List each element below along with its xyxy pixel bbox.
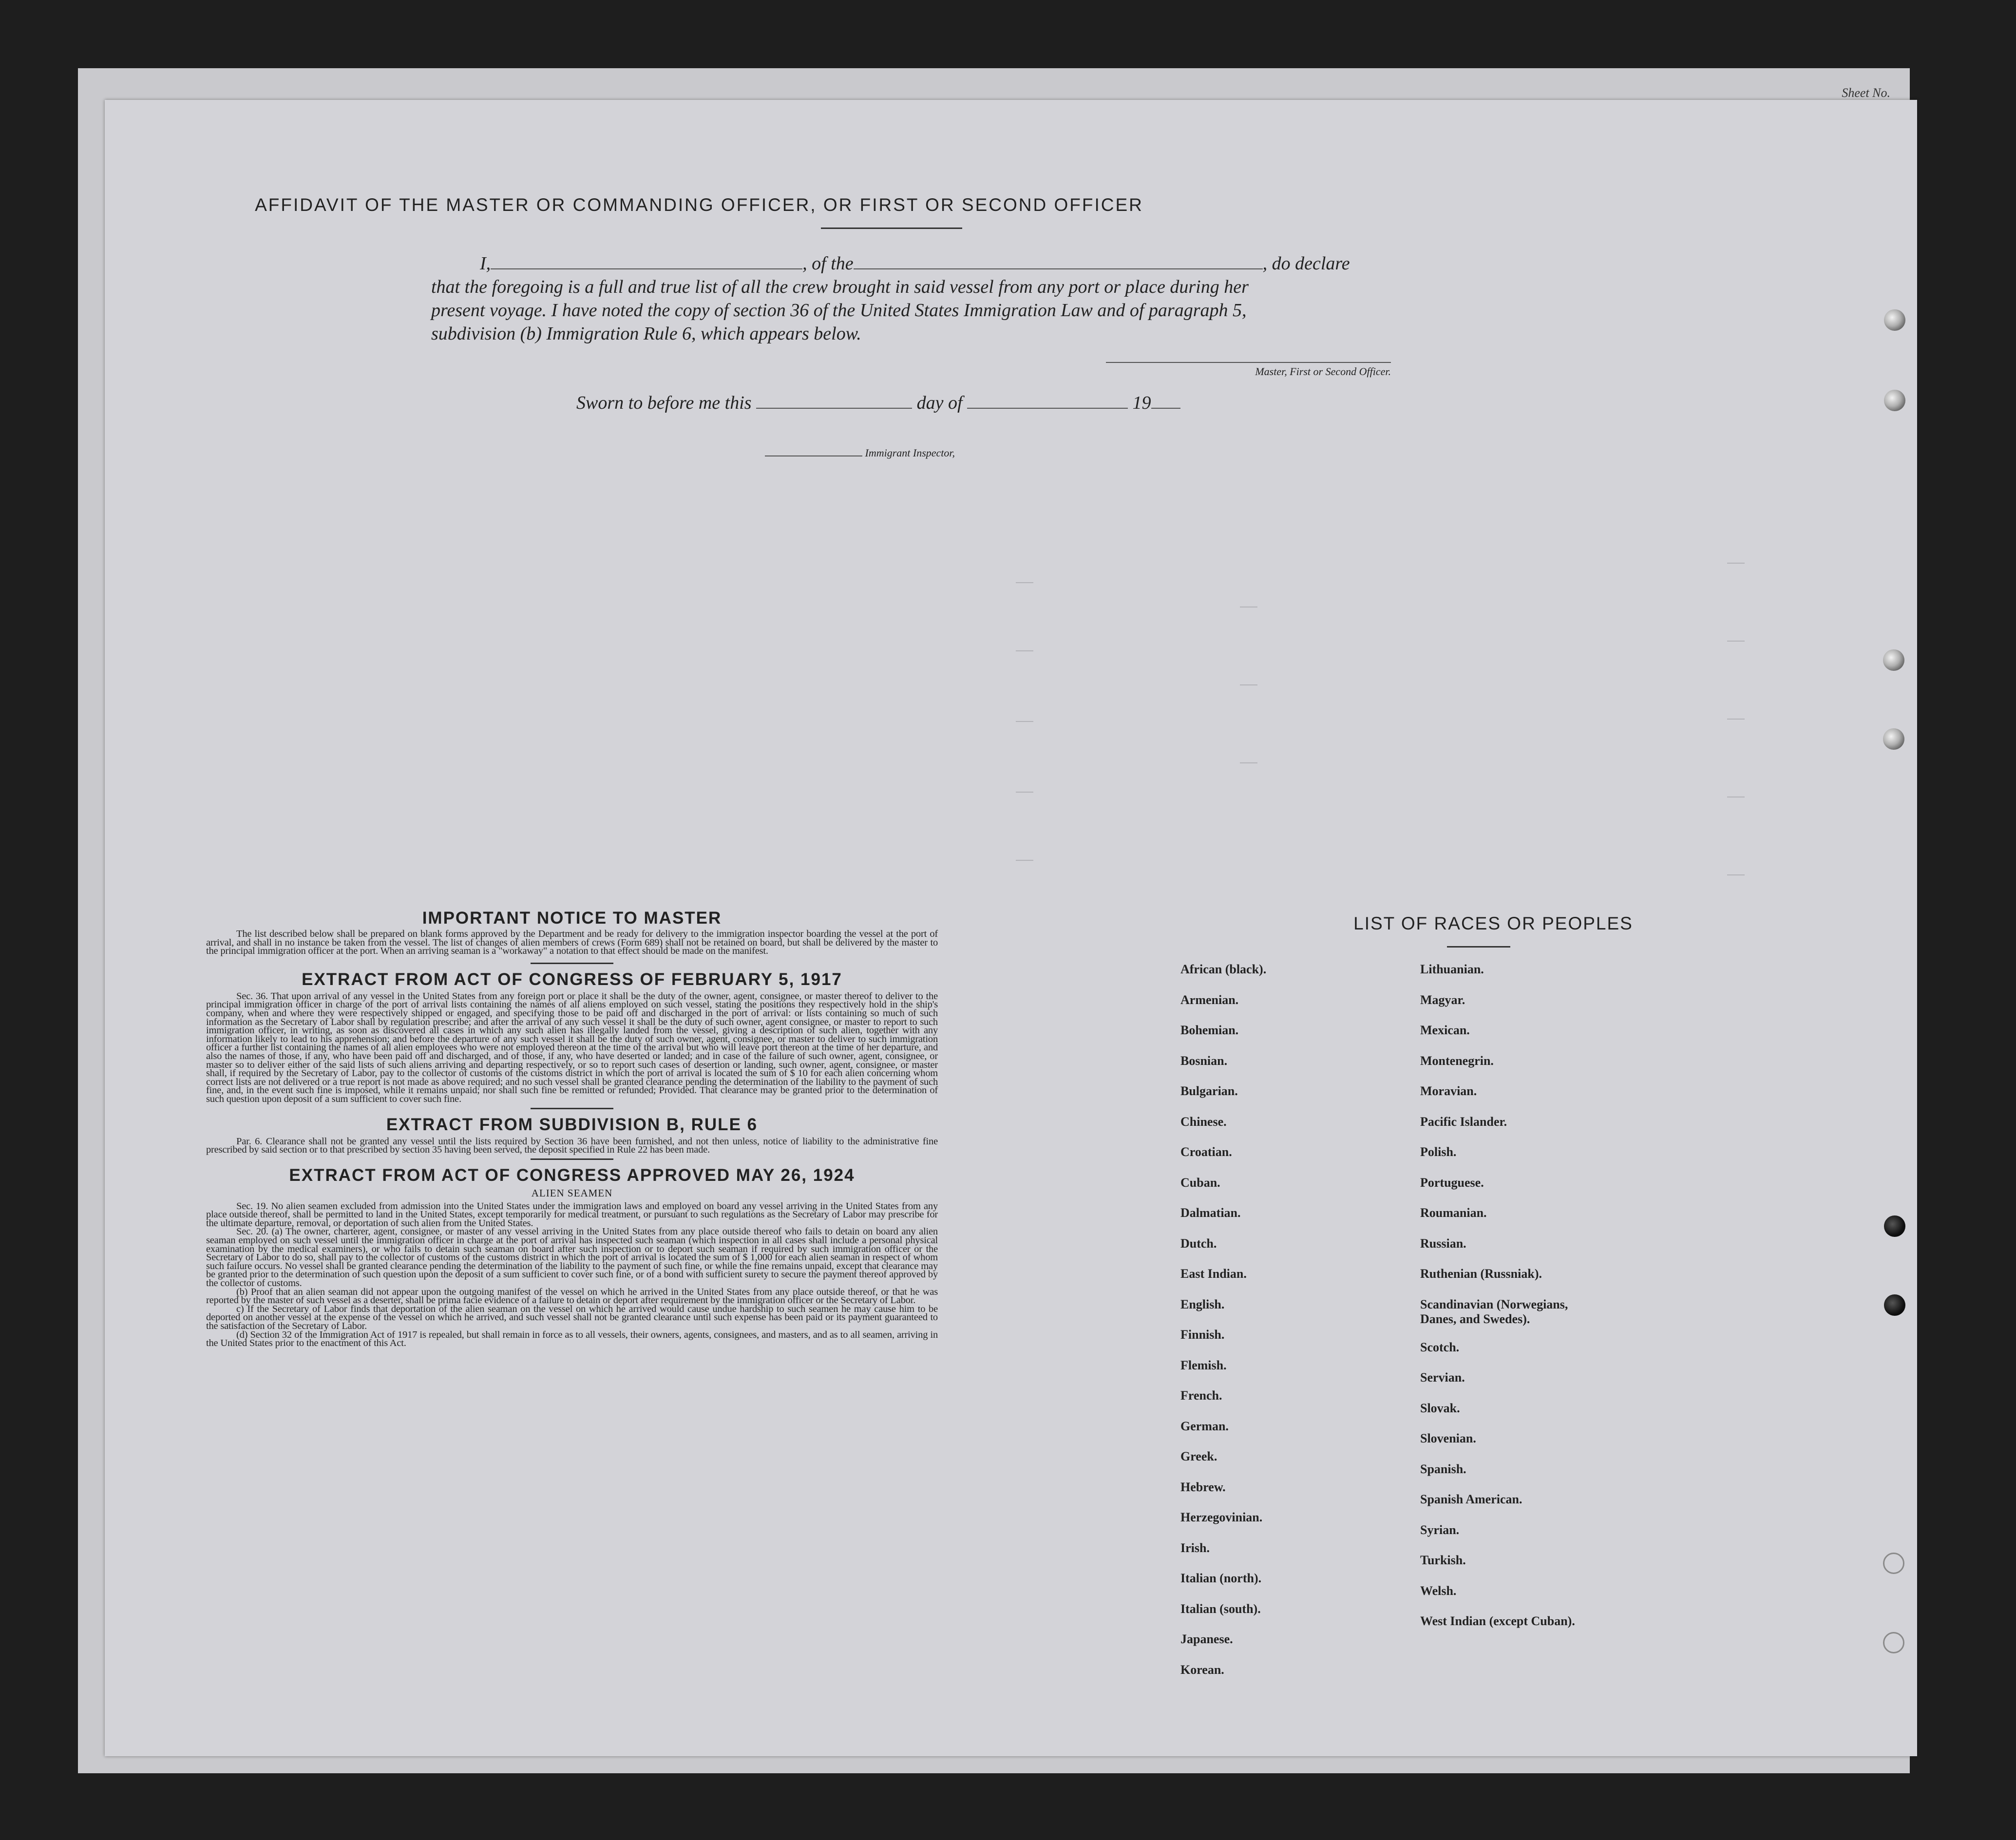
sec-20c-text: c) If the Secretary of Labor finds that deportation of the alien seaman on the vessel on which he arrived would cause undue hardship to such seamen he may cause him to be deported on another vessel at the expense of the vessel on which he arrived, and such vessel shall not be granted clearance until such expense has been paid or its payment guaranteed to the satisfaction of the Secretary of Labor. — [206, 1303, 938, 1331]
race-item: Japanese. — [1180, 1632, 1233, 1646]
vessel-name-field[interactable] — [854, 254, 1263, 269]
bleed-through-mark — [1016, 650, 1033, 651]
race-item: Greek. — [1180, 1449, 1217, 1463]
race-item: Hebrew. — [1180, 1480, 1226, 1494]
race-item: Italian (south). — [1180, 1601, 1261, 1616]
binder-hole-icon — [1884, 309, 1905, 331]
race-item: Lithuanian. — [1420, 962, 1484, 976]
race-item: Scandinavian (Norwegians, Danes, and Swedes). — [1420, 1297, 1568, 1326]
sheet-number-label: Sheet No. — [1842, 86, 1890, 100]
bleed-through-mark — [1727, 719, 1745, 720]
race-item: Flemish. — [1180, 1358, 1227, 1372]
bleed-through-mark — [1240, 684, 1257, 685]
signature-line[interactable] — [1106, 362, 1391, 363]
race-item: Spanish. — [1420, 1461, 1466, 1476]
bleed-through-mark — [1727, 563, 1745, 564]
race-item: Finnish. — [1180, 1328, 1225, 1342]
bleed-through-mark — [1727, 641, 1745, 642]
race-item: Turkish. — [1420, 1553, 1466, 1567]
extract-1917-title: EXTRACT FROM ACT OF CONGRESS OF FEBRUARY 5, 1917 — [302, 969, 842, 989]
section-rule — [531, 1158, 613, 1160]
race-item: Italian (north). — [1180, 1571, 1262, 1585]
sec-20b-text: (b) Proof that an alien seaman did not appear upon the outgoing manifest of the vessel on which he arrived in the United States from any place outside thereof, or that he was reported by the master of such vessel as a deserter, shall be prima facie evidence of a failure to detain or deport after requirement by the immigration officer or the Secretary of Labor. — [206, 1286, 938, 1306]
binder-hole-icon — [1884, 390, 1905, 411]
sworn-day-field[interactable] — [756, 393, 912, 409]
title-rule — [821, 228, 962, 229]
inspector-caption-text: Immigrant Inspector, — [865, 447, 955, 459]
binder-hole-icon — [1883, 1632, 1904, 1653]
inspector-caption — [765, 447, 955, 459]
race-item: Syrian. — [1420, 1522, 1460, 1537]
do-declare-label: , do declare — [1262, 253, 1350, 274]
race-item: Armenian. — [1180, 992, 1239, 1007]
bleed-through-mark — [1727, 874, 1745, 875]
declaration-text: that the foregoing is a full and true list of all the crew brought in said vessel from any port or place during her — [431, 277, 1249, 297]
race-item: Bulgarian. — [1180, 1084, 1238, 1098]
race-item: Korean. — [1180, 1662, 1224, 1677]
race-item: Mexican. — [1420, 1023, 1470, 1037]
sworn-day-of: day of — [916, 393, 963, 413]
race-item: West Indian (except Cuban). — [1420, 1614, 1575, 1628]
race-item: East Indian. — [1180, 1267, 1247, 1281]
race-item: Irish. — [1180, 1540, 1210, 1555]
sworn-month-field[interactable] — [967, 393, 1128, 409]
notice-title: IMPORTANT NOTICE TO MASTER — [422, 909, 722, 928]
bleed-through-mark — [1016, 721, 1033, 722]
races-title-rule — [1447, 946, 1510, 948]
binder-hole-icon — [1883, 1553, 1904, 1574]
sec-20a-text: Sec. 20. (a) The owner, charterer, agent, consignee, or master of any vessel arriving in the United States from any place outside thereof who fails to detain on board any alien seaman employed on such vessel until the immigration officer in charge at the port of arrival has inspected such seaman (which inspection in all cases shall include a personal physical examination by the medical examiners), or who fails to detain such seaman on board after such inspection or to deport such seaman if required by such immigration officer or the Secretary of Labor to do so, shall pay to the collector of customs of the customs district in which the port of arrival is located the sum of $ 1,000 for each alien seaman in respect of whom such failure occurs. No vessel shall be granted clearance pending the determination of the liability to the payment of such fine, or while the fine remains unpaid, except that clearance may be granted prior to the determination of such question upon the deposit of a sum sufficient to cover such fine, or of a bond with sufficient surety to secure the payment thereof approved by the collector of customs. — [206, 1226, 938, 1289]
race-item: Montenegrin. — [1420, 1053, 1494, 1068]
extract-rule6-text: Par. 6. Clearance shall not be granted any vessel until the lists required by Section 36 have been furnished, and not then unless, notice of liability to the administrative fine prescribed by said section or to that prescribed by section 35 having been served, the deposit specified in Rule 22 has been made. — [206, 1136, 938, 1156]
race-item: Servian. — [1420, 1370, 1465, 1385]
legal-text-column — [206, 909, 938, 1348]
affidavit-title: AFFIDAVIT OF THE MASTER OR COMMANDING OFFICER, OR FIRST OR SECOND OFFICER — [255, 195, 1143, 215]
sec-20d-text: (d) Section 32 of the Immigration Act of 1917 is repealed, but shall remain in force as to all vessels, their owners, agents, consignees, and masters, and as to all seamen, arriving in the United States prior to the enactment of this Act. — [206, 1329, 938, 1349]
bleed-through-mark — [1016, 860, 1033, 861]
race-item: Scotch. — [1420, 1340, 1460, 1354]
race-item: Polish. — [1420, 1145, 1457, 1159]
sworn-prefix: Sworn to before me this — [576, 393, 752, 413]
race-item: English. — [1180, 1297, 1225, 1311]
binder-hole-icon — [1883, 728, 1904, 750]
race-item: Spanish American. — [1420, 1492, 1522, 1506]
race-item: Bosnian. — [1180, 1053, 1228, 1068]
race-item: Russian. — [1420, 1236, 1466, 1251]
race-item: Ruthenian (Russniak). — [1420, 1267, 1542, 1281]
race-item: Chinese. — [1180, 1114, 1227, 1129]
declaration-text: subdivision (b) Immigration Rule 6, which appears below. — [431, 323, 861, 344]
race-item: Moravian. — [1420, 1084, 1477, 1098]
declaration-text: present voyage. I have noted the copy of section 36 of the United States Immigration Law and of paragraph 5, — [431, 300, 1247, 321]
sec-19-text: Sec. 19. No alien seamen excluded from admission into the United States under the immigration laws and employed on board any vessel arriving in the United States from any place outside thereof, shall be permitted to land in the United States, except temporarily for medical treatment, or pursuant to such regulations as the Secretary of Labor may prescribe for the ultimate departure, removal, or deportation of such alien from the United States. — [206, 1200, 938, 1229]
race-item: Dalmatian. — [1180, 1206, 1241, 1220]
section-rule — [531, 963, 613, 964]
master-name-field[interactable] — [491, 254, 802, 269]
race-item: Herzegovinian. — [1180, 1510, 1263, 1524]
races-list-left — [1180, 962, 1400, 1693]
race-item: Croatian. — [1180, 1145, 1232, 1159]
races-title: LIST OF RACES OR PEOPLES — [1353, 913, 1633, 933]
bleed-through-mark — [1240, 762, 1257, 763]
sworn-year-field[interactable] — [1151, 393, 1180, 409]
race-item: Slovak. — [1420, 1401, 1460, 1415]
race-item: Roumanian. — [1420, 1206, 1487, 1220]
signature-caption: Master, First or Second Officer. — [1255, 365, 1391, 378]
sworn-line — [576, 392, 1180, 414]
extract-rule6-title: EXTRACT FROM SUBDIVISION B, RULE 6 — [386, 1115, 758, 1134]
binder-hole-icon — [1884, 1294, 1905, 1316]
declarant-prefix: I, — [480, 253, 491, 274]
bleed-through-mark — [1016, 582, 1033, 583]
inspector-signature-field[interactable] — [765, 452, 862, 456]
races-list-right — [1420, 962, 1600, 1657]
extract-1924-title: EXTRACT FROM ACT OF CONGRESS APPROVED MAY 26, 1924 — [289, 1165, 855, 1185]
race-item: African (black). — [1180, 962, 1267, 976]
extract-1917-text: Sec. 36. That upon arrival of any vessel in the United States from any foreign port or place it shall be the duty of the owner, agent, consignee, or master thereof to deliver to the principal immigration officer in charge of the port of arrival lists containing the names of all aliens employed on such vessel, stating the positions they respectively hold in the ship's company, when and where they were respectively shipped or engaged, and specifying those to be paid off and discharged in the port of arrival: or lists containing so much of such information as the Secretary of Labor shall by regulation prescribe; and after the arrival of any such vessel it shall be the duty of such owner, agent consignee, or master to report to such immigration officer, in writing, as soon as discovered all cases in which any such alien has illegally landed from the vessel, giving a description of such alien, together with any information likely to lead to his apprehension; and before the departure of any such vessel it shall be the duty of such owner, agent, consignee, or master to deliver to such immigration officer a further list containing the names of all alien employees who were not employed thereon at the time of the arrival but who will leave port thereon at the time of her departure, and also the names of those, if any, who have been paid off and discharged, and of those, if any, who have deserted or landed; and in case of the failure of such owner, agent, consignee, or master so to deliver either of the said lists of such aliens arriving and departing respectively, or so to report such cases of desertion or landing, such owner, agent, consignee, or master shall, if required by the Secretary of Labor, pay to the collector of customs of the customs district in which the port of arrival is located the sum of $ 10 for each alien concerning whom correct lists are not delivered or a true report is not made as above required; and no such vessel shall be granted clearance pending the determination of the liability to the payment of such fine, and, in the event such fine is imposed, while it remains unpaid; nor shall such fine be remitted or refunded; Provided. That clearance may be granted prior to the determination of such question upon deposit of a sum sufficient to cover such fine. — [206, 990, 938, 1104]
notice-text: The list described below shall be prepared on blank forms approved by the Department and be ready for delivery to the immigration inspector boarding the vessel at the port of arrival, and shall in no instance be taken from the vessel. The list of changes of alien members of crews (Form 689) shall not be retained on board, but shall be delivered by the master to the principal immigration officer at the port. When an arriving seaman is a "workaway" a notation to that effect should be made on the manifest. — [206, 929, 938, 957]
race-item: Portuguese. — [1420, 1175, 1484, 1190]
affidavit-body — [431, 252, 1391, 345]
section-rule — [531, 1108, 613, 1109]
race-item: Magyar. — [1420, 992, 1465, 1007]
extract-1924-subtitle: ALIEN SEAMEN — [531, 1187, 613, 1199]
race-item: Dutch. — [1180, 1236, 1217, 1251]
race-item: Welsh. — [1420, 1583, 1457, 1598]
manifest-sheet — [105, 100, 1917, 1756]
sworn-year: 19 — [1132, 393, 1151, 413]
binder-hole-icon — [1884, 1215, 1905, 1237]
race-item: Cuban. — [1180, 1175, 1220, 1190]
race-item: Bohemian. — [1180, 1023, 1239, 1037]
race-item: Pacific Islander. — [1420, 1114, 1507, 1129]
race-item: French. — [1180, 1388, 1222, 1403]
binder-hole-icon — [1883, 649, 1904, 671]
of-the-label: , of the — [802, 253, 854, 274]
bleed-through-mark — [1016, 792, 1033, 793]
declaration-line — [431, 252, 1391, 275]
race-item: Slovenian. — [1420, 1431, 1476, 1445]
race-item: German. — [1180, 1419, 1229, 1433]
